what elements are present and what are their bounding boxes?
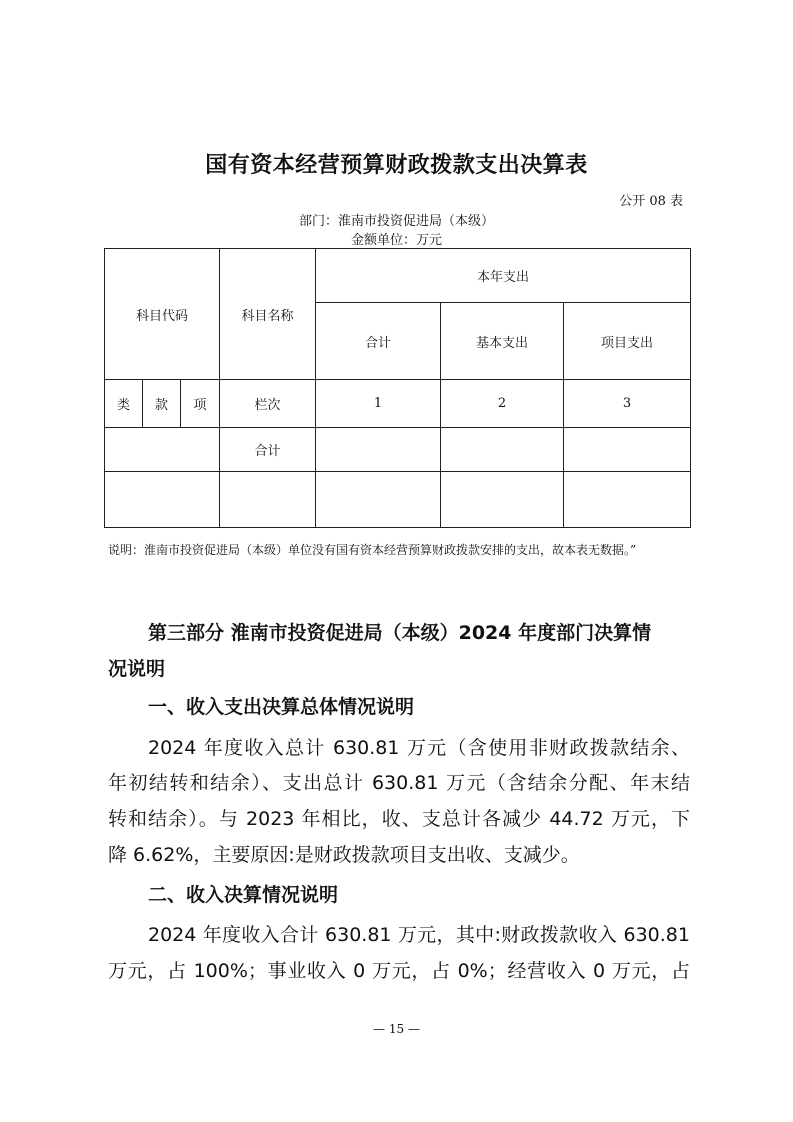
table-note: 说明：淮南市投资促进局（本级）单位没有国有资本经营预算财政拨款安排的支出，故本表无数据。” bbox=[108, 543, 637, 557]
unit-label: 金额单位：万元 bbox=[350, 233, 442, 248]
total-label: 合计 bbox=[220, 428, 316, 472]
serial-label: 栏次 bbox=[220, 380, 316, 428]
empty-cell bbox=[316, 472, 441, 528]
header-project: 项目支出 bbox=[564, 303, 691, 380]
table-code: 公开 08 表 bbox=[619, 194, 683, 209]
table-row bbox=[105, 428, 691, 472]
part3-heading: 第三部分 淮南市投资促进局（本级）2024 年度部门决算情 bbox=[148, 622, 652, 644]
section2-title: 二、收入决算情况说明 bbox=[148, 884, 339, 906]
serial-2: 2 bbox=[441, 380, 564, 428]
header-basic: 基本支出 bbox=[441, 303, 564, 380]
header-subject-name: 科目名称 bbox=[220, 249, 316, 380]
serial-1: 1 bbox=[316, 380, 441, 428]
header-total: 合计 bbox=[316, 303, 441, 380]
paragraph-line: 2024 年度收入总计 630.81 万元（含使用非财政拨款结余、 bbox=[148, 737, 690, 759]
department-label: 部门：淮南市投资促进局（本级） bbox=[298, 214, 494, 229]
header-subject-code: 科目代码 bbox=[105, 249, 220, 380]
sub-term: 项 bbox=[181, 380, 220, 428]
paragraph-line: 2024 年度收入合计 630.81 万元，其中:财政拨款收入 630.81 bbox=[148, 924, 690, 946]
empty-cell bbox=[316, 428, 441, 472]
part3-heading-cont: 况说明 bbox=[108, 658, 166, 680]
section1-title: 一、收入支出决算总体情况说明 bbox=[148, 696, 415, 718]
sub-item: 款 bbox=[143, 380, 181, 428]
page-number: — 15 — bbox=[373, 1022, 420, 1036]
paragraph-line: 年初结转和结余）、支出总计 630.81 万元（含结余分配、年末结 bbox=[108, 772, 690, 794]
empty-cell bbox=[441, 428, 564, 472]
header-current-year: 本年支出 bbox=[316, 249, 691, 303]
page-title: 国有资本经营预算财政拨款支出决算表 bbox=[205, 153, 588, 178]
empty-cell bbox=[564, 428, 691, 472]
empty-cell bbox=[105, 472, 220, 528]
serial-3: 3 bbox=[564, 380, 691, 428]
empty-cell bbox=[564, 472, 691, 528]
table-row bbox=[105, 380, 691, 428]
paragraph-line: 万元，占 100%；事业收入 0 万元，占 0%；经营收入 0 万元，占 bbox=[108, 960, 690, 982]
paragraph-line: 转和结余）。与 2023 年相比，收、支总计各减少 44.72 万元，下 bbox=[108, 808, 690, 830]
empty-cell bbox=[441, 472, 564, 528]
sub-class: 类 bbox=[105, 380, 143, 428]
budget-table bbox=[104, 248, 691, 528]
table-row bbox=[105, 472, 691, 528]
empty-cell bbox=[105, 428, 220, 472]
empty-cell bbox=[220, 472, 316, 528]
paragraph-line: 降 6.62%，主要原因:是财政拨款项目支出收、支减少。 bbox=[108, 844, 580, 866]
